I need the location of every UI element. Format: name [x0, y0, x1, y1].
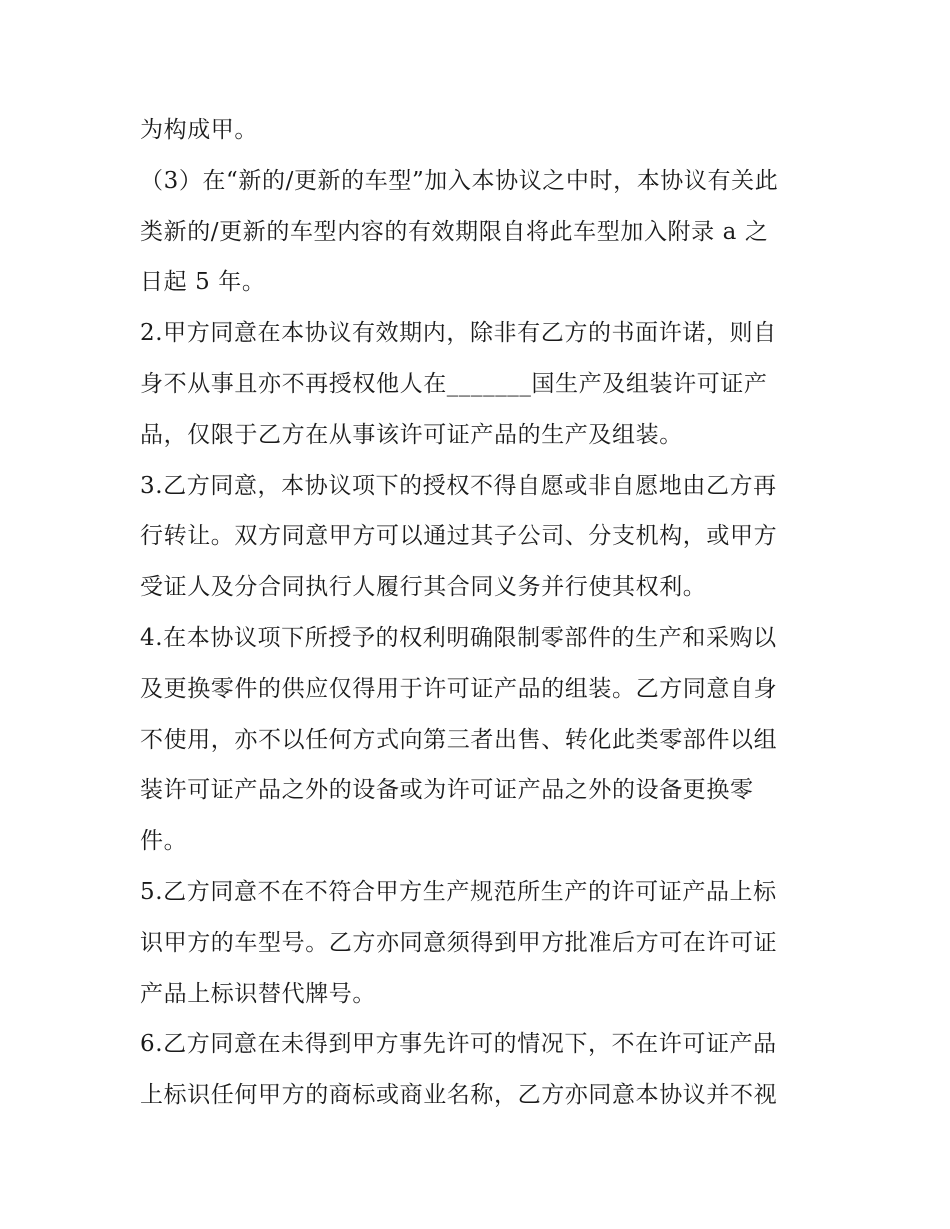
text-line: 日起 5 年。 — [140, 269, 266, 296]
text-line: 类新的/更新的车型内容的有效期限自将此车型加入附录 a 之 — [140, 218, 769, 245]
text-line: 6.乙方同意在未得到甲方事先许可的情况下，不在许可证产品 — [140, 1031, 777, 1058]
paragraph-clause-3 — [140, 156, 820, 308]
text-line: 受证人及分合同执行人履行其合同义务并行使其权利。 — [140, 574, 707, 601]
text-line: 产品上标识替代牌号。 — [140, 980, 376, 1007]
text-line: 3.乙方同意，本协议项下的授权不得自愿或非自愿地由乙方再 — [140, 472, 777, 499]
text-line: 装许可证产品之外的设备或为许可证产品之外的设备更换零 — [140, 777, 754, 804]
paragraph-continuation — [140, 105, 820, 156]
paragraph-item-5 — [140, 867, 820, 1019]
paragraph-item-4 — [140, 613, 820, 867]
text-line: （3）在“新的/更新的车型”加入本协议之中时，本协议有关此 — [140, 167, 779, 194]
text-line: 身不从事且亦不再授权他人在_______国生产及组装许可证产 — [140, 370, 768, 397]
paragraph-item-6 — [140, 1019, 820, 1121]
document-body — [140, 105, 820, 1121]
text-line: 2.甲方同意在本协议有效期内，除非有乙方的书面许诺，则自 — [140, 320, 777, 347]
text-line: 不使用，亦不以任何方式向第三者出售、转化此类零部件以组 — [140, 726, 778, 753]
text-line: 为构成甲。 — [140, 117, 258, 143]
text-line: 5.乙方同意不在不符合甲方生产规范所生产的许可证产品上标 — [140, 878, 777, 905]
paragraph-item-2 — [140, 308, 820, 460]
text-line: 识甲方的车型号。乙方亦同意须得到甲方批准后方可在许可证 — [140, 929, 778, 956]
text-line: 行转让。双方同意甲方可以通过其子公司、分支机构，或甲方 — [140, 523, 778, 550]
paragraph-item-3 — [140, 461, 820, 613]
text-line: 件。 — [140, 828, 188, 855]
text-line: 及更换零件的供应仅得用于许可证产品的组装。乙方同意自身 — [140, 675, 778, 702]
text-line: 上标识任何甲方的商标或商业名称，乙方亦同意本协议并不视 — [140, 1082, 778, 1109]
text-line: 品，仅限于乙方在从事该许可证产品的生产及组装。 — [140, 421, 683, 448]
text-line: 4.在本协议项下所授予的权利明确限制零部件的生产和采购以 — [140, 624, 777, 651]
